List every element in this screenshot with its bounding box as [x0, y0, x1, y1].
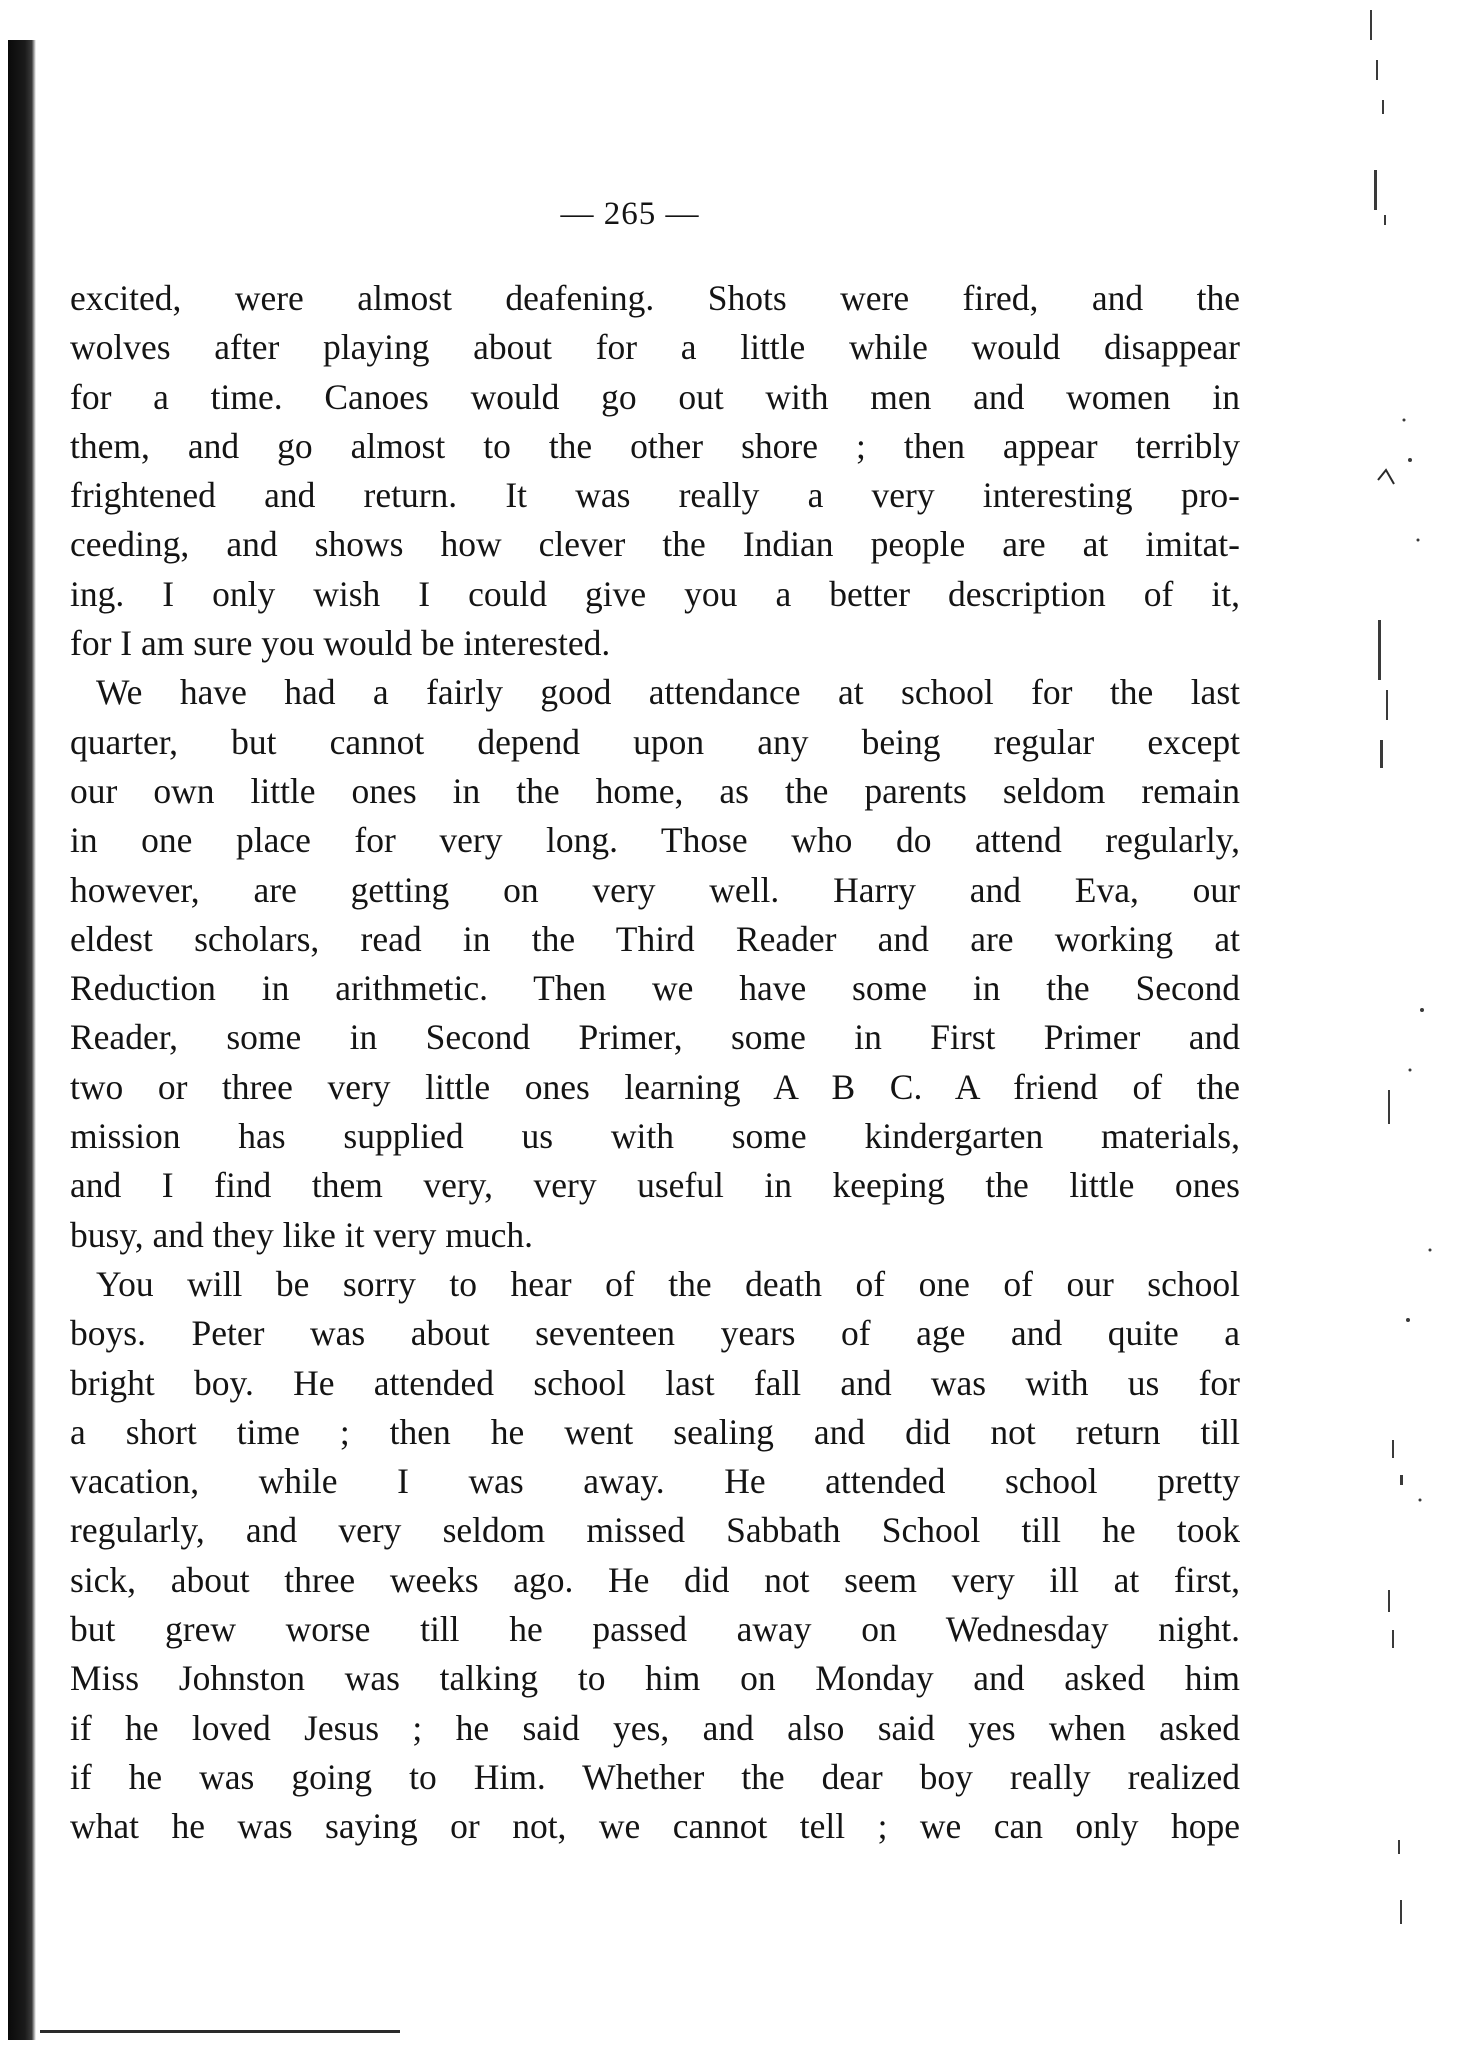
text-line: ing. I only wish I could give you a better description of it, — [70, 573, 1240, 614]
text-line: excited, were almost deafening. Shots were fired, and the — [70, 278, 1240, 318]
scan-noise-specks — [1340, 0, 1464, 2047]
scan-bottom-rule — [40, 2030, 400, 2033]
text-line: however, are getting on very well. Harry and Eva, our — [70, 869, 1240, 910]
text-line: We have had a fairly good attendance at school for the last — [96, 672, 1240, 713]
text-line: in one place for very long. Those who do attend regularly, — [70, 820, 1240, 861]
text-line: but grew worse till he passed away on Wednesday night. — [70, 1609, 1240, 1650]
scan-binding-edge — [8, 40, 36, 2040]
text-line: if he was going to Him. Whether the dear boy really realized — [70, 1756, 1240, 1797]
text-line: a short time ; then he went sealing and did not return till — [70, 1411, 1240, 1452]
text-line: sick, about three weeks ago. He did not seem very ill at first, — [70, 1559, 1240, 1600]
text-line: what he was saying or not, we cannot tell ; we can only hope — [70, 1806, 1240, 1847]
text-line: if he loved Jesus ; he said yes, and also said yes when asked — [70, 1707, 1240, 1748]
text-line: ceeding, and shows how clever the Indian people are at imitat- — [70, 524, 1240, 565]
text-line: Reduction in arithmetic. Then we have some in the Second — [70, 968, 1240, 1009]
text-line: quarter, but cannot depend upon any being regular except — [70, 721, 1240, 762]
text-line: our own little ones in the home, as the parents seldom remain — [70, 770, 1240, 811]
text-line: and I find them very, very useful in keeping the little ones — [70, 1165, 1240, 1206]
body-text — [70, 274, 1240, 1852]
text-line: bright boy. He attended school last fall and was with us for — [70, 1362, 1240, 1403]
text-line: regularly, and very seldom missed Sabbath School till he took — [70, 1510, 1240, 1551]
text-line: Miss Johnston was talking to him on Monday and asked him — [70, 1658, 1240, 1699]
text-line: busy, and they like it very much. — [70, 1214, 534, 1255]
page-number: — 265 — — [560, 196, 700, 232]
text-line: mission has supplied us with some kindergarten materials, — [70, 1116, 1240, 1157]
text-line: two or three very little ones learning A B C. A friend of the — [70, 1066, 1240, 1107]
text-line: for a time. Canoes would go out with men and women in — [70, 376, 1240, 417]
text-line: Reader, some in Second Primer, some in First Primer and — [70, 1017, 1240, 1058]
text-line: frightened and return. It was really a very interesting pro- — [70, 475, 1240, 516]
text-line: boys. Peter was about seventeen years of age and quite a — [70, 1313, 1240, 1354]
text-line: eldest scholars, read in the Third Reader and are working at — [70, 918, 1240, 959]
text-line: for I am sure you would be interested. — [70, 623, 611, 664]
text-line: them, and go almost to the other shore ; then appear terribly — [70, 425, 1240, 466]
text-line: wolves after playing about for a little while would disappear — [70, 327, 1240, 368]
text-line: vacation, while I was away. He attended school pretty — [70, 1461, 1240, 1502]
text-line: You will be sorry to hear of the death of one of our school — [96, 1263, 1240, 1304]
